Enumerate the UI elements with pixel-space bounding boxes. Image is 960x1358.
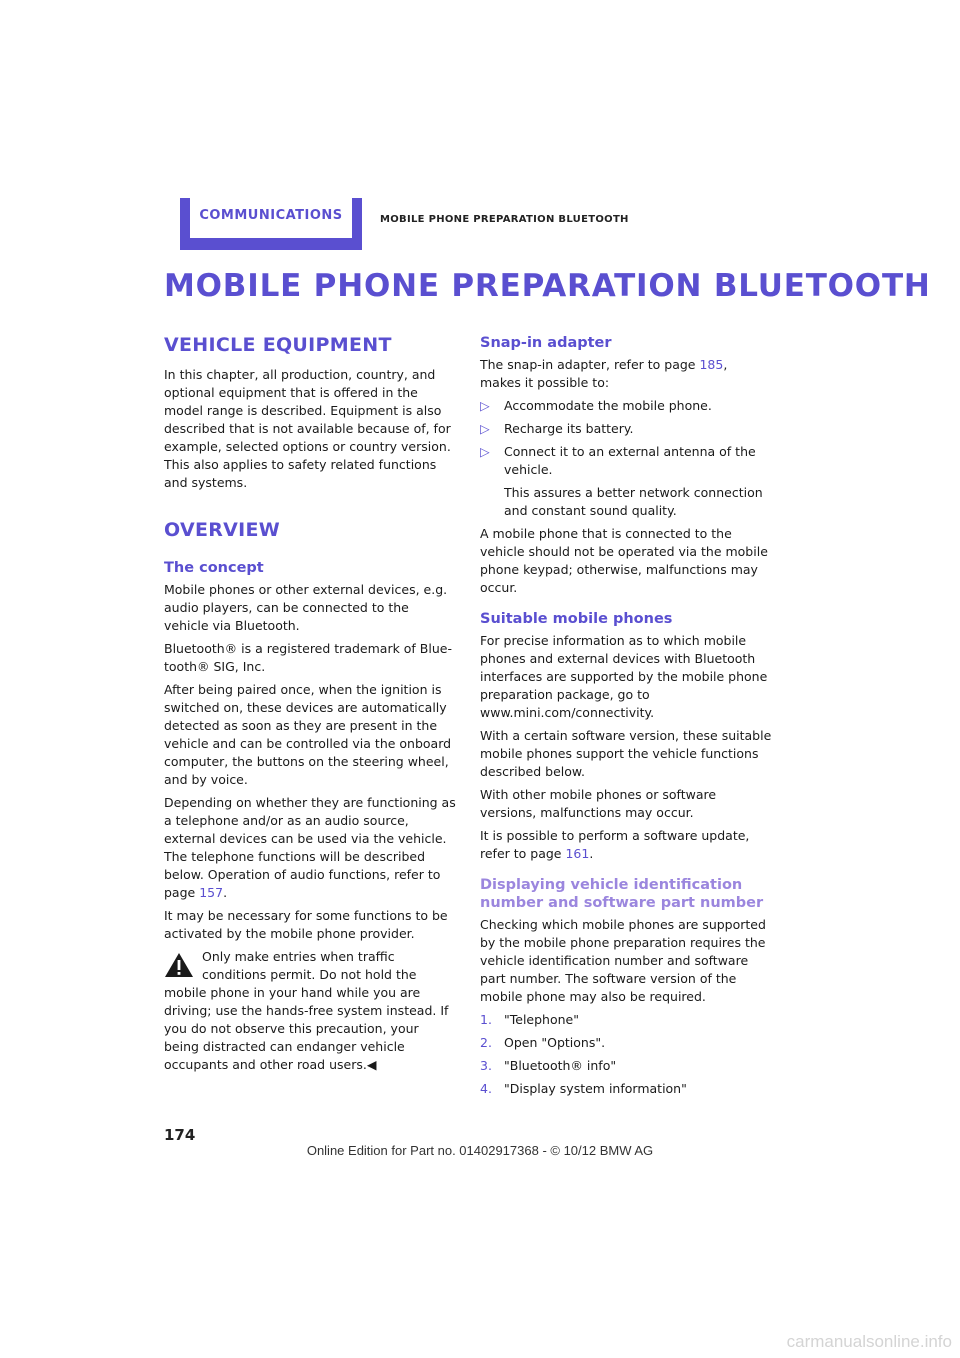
bullet-arrow-icon: ▷ [480,398,490,413]
list-item [480,1057,772,1075]
header-tab [180,198,362,250]
header-chapter-label: MOBILE PHONE PREPARATION BLUETOOTH [380,214,629,225]
concept-paragraph-4-end: . [223,885,228,900]
concept-heading: The concept [164,560,264,576]
step-number: 1. [480,1012,492,1027]
page-link-161[interactable]: 161 [565,846,590,861]
concept-paragraph-1: Mobile phones or other external devices, e.g. audio players, can be connected to the vehicle via Bluetooth. [164,582,448,633]
snap-in-intro [480,356,772,392]
concept-paragraph-2: Bluetooth® is a registered trademark of Bluetooth® SIG, Inc. [164,641,452,674]
list-item-text: Connect it to an external antenna of the vehicle. [504,444,756,477]
list-item-text: Accommodate the mobile phone. [504,398,712,413]
snap-in-intro-end: , makes it possible to: [480,357,728,390]
list-item [480,1034,772,1052]
list-item [480,420,772,438]
suitable-paragraph-1: For precise information as to which mobile phones and external devices with Bluetooth interfaces are supported by the mobile phone preparation package, go to www.mini.com/connectivity. [480,633,768,720]
concept-paragraph-4 [164,794,456,902]
step-text: "Bluetooth® info" [504,1058,617,1073]
footer-edition-note: Online Edition for Part no. 01402917368 - © 10/12 BMW AG [306,1143,654,1158]
bullet-arrow-icon: ▷ [480,421,490,436]
list-item [480,443,772,479]
bullet-arrow-icon: ▷ [480,444,490,459]
right-column [480,334,772,1103]
concept-paragraph-3: After being paired once, when the ignition is switched on, these devices are automatically detected as soon as they are present in the vehicle and can be controlled via the onboard computer, the buttons on the steering wheel, and by voice. [164,682,452,787]
vehicle-equipment-text: In this chapter, all production, country, and optional equipment that is offered in the model range is described. Equipment is also described that is not available because of, for example, selected options or country version. This also applies to safety related functions and systems. [164,367,451,490]
header-section-label: COMMUNICATIONS [199,208,343,223]
warning-triangle-icon [164,952,194,978]
step-text: Open "Options". [504,1035,606,1050]
vehicle-equipment-heading: VEHICLE EQUIPMENT [164,334,392,356]
suitable-paragraph-4-text: It is possible to perform a software update, refer to page [480,828,750,861]
page-link-185[interactable]: 185 [699,357,724,372]
vin-steps-list [480,1011,772,1098]
suitable-paragraph-4 [480,827,772,863]
snap-in-note: A mobile phone that is connected to the vehicle should not be operated via the mobile phone keypad; otherwise, malfunctions may occur. [480,526,768,595]
end-mark-icon: ◀ [366,1057,377,1072]
suitable-paragraph-3: With other mobile phones or software versions, malfunctions may occur. [480,787,717,820]
watermark: carmanualsonline.info [786,1332,952,1351]
list-item [480,397,772,415]
header-tab-inner [190,198,352,238]
suitable-paragraph-2: With a certain software version, these suitable mobile phones support the vehicle functions described below. [480,728,772,779]
list-item-text: Recharge its battery. [504,421,634,436]
page-number: 174 [164,1126,196,1144]
suitable-phones-heading: Suitable mobile phones [480,611,673,627]
suitable-paragraph-4-end: . [589,846,594,861]
snap-in-heading: Snap-in adapter [480,335,612,351]
page-title: MOBILE PHONE PREPARATION BLUETOOTH [164,268,931,304]
warning-text: Only make entries when traffic conditions permit. Do not hold the mobile phone in your hand while you are driving; use the hands-free system instead. If you do not observe this precaution, your being distracted can endanger vehicle occupants and other road users. [164,949,449,1072]
step-number: 2. [480,1035,492,1050]
list-item [480,1011,772,1029]
vin-heading: Displaying vehicle identification number and software part number [480,877,764,911]
snap-in-intro-text: The snap-in adapter, refer to page [480,357,700,372]
page-link-157[interactable]: 157 [199,885,224,900]
warning-note [164,948,456,1074]
vin-paragraph: Checking which mobile phones are supported by the mobile phone preparation requires the vehicle identification number and software part number. The software version of the mobile phone may also be required. [480,917,766,1004]
step-number: 3. [480,1058,492,1073]
concept-paragraph-4-text: Depending on whether they are functioning as a telephone and/or as an audio source, external devices can be used via the vehicle. The telephone functions will be described below. Operation of audio functions, refer to page [164,795,456,900]
list-item [480,1080,772,1098]
concept-paragraph-5: It may be necessary for some functions to be activated by the mobile phone provider. [164,908,448,941]
left-column [164,334,456,1079]
snap-in-bullet-list [480,397,772,479]
step-text: "Telephone" [504,1012,579,1027]
step-number: 4. [480,1081,492,1096]
snap-in-bullet-subtext: This assures a better network connection and constant sound quality. [504,485,763,518]
overview-heading: OVERVIEW [164,519,281,541]
step-text: "Display system information" [504,1081,687,1096]
